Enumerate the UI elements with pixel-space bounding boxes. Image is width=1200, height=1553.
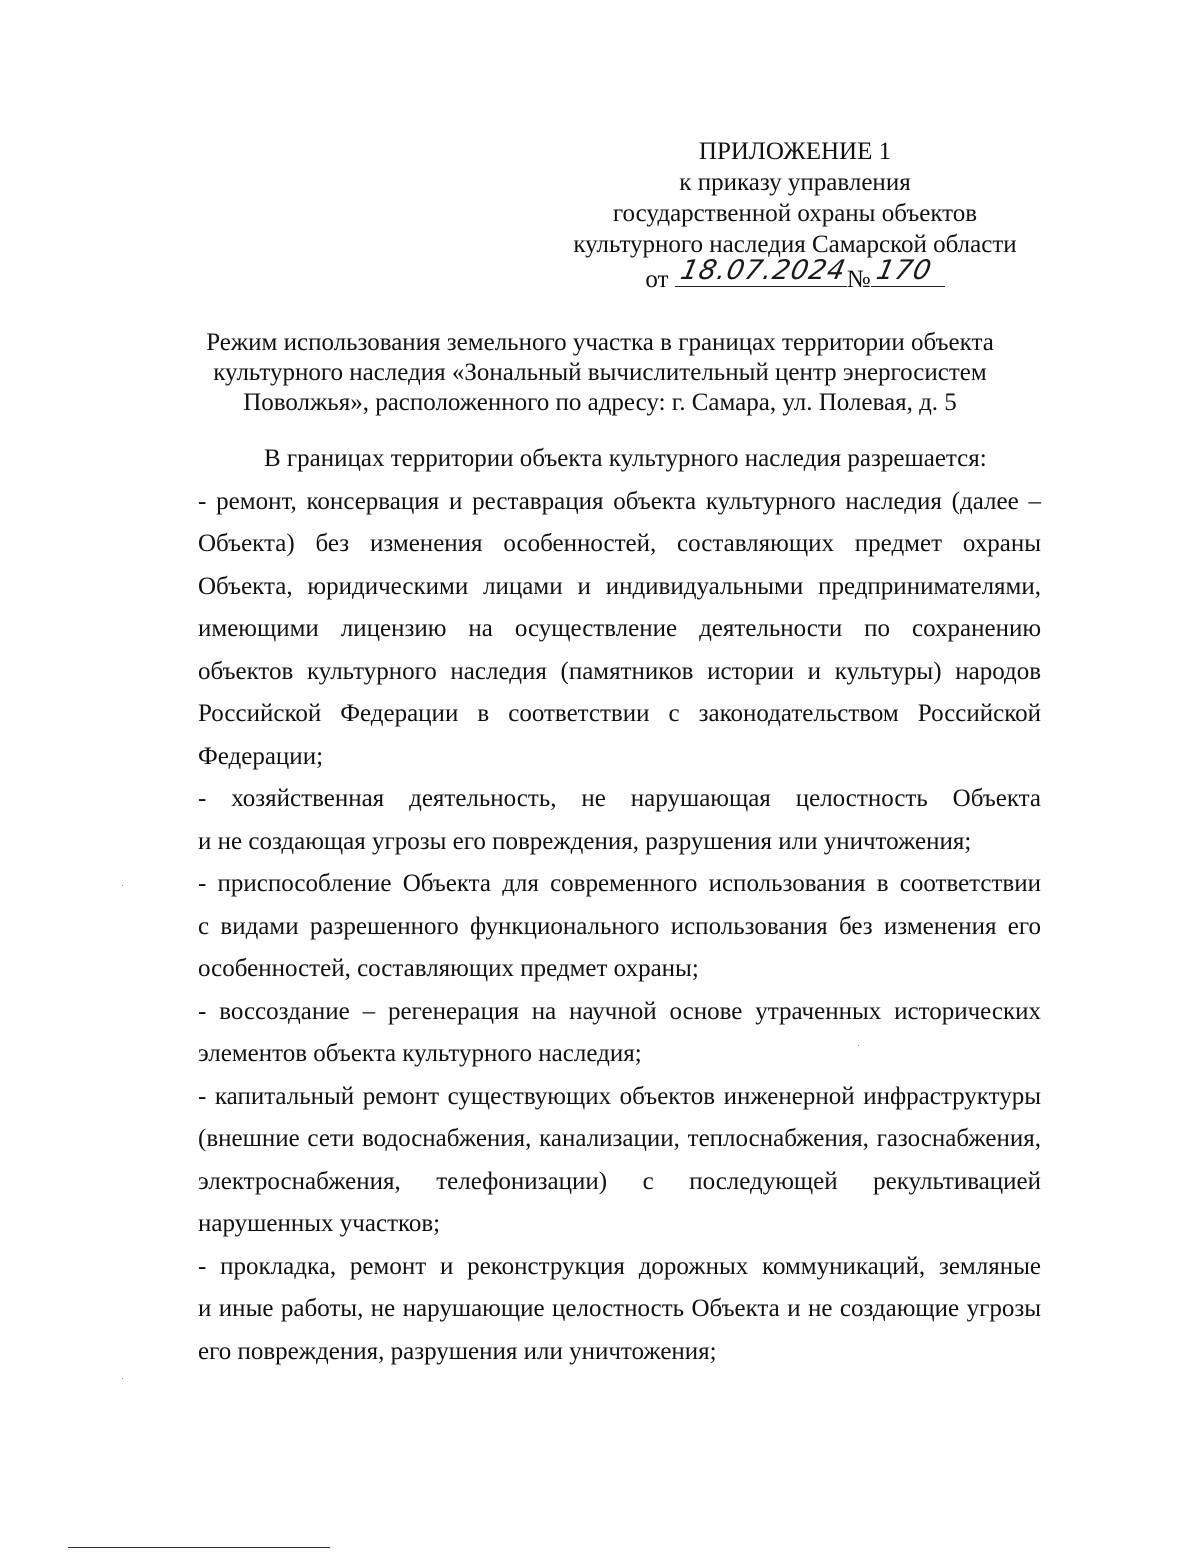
list-item-line: с видами разрешенного функционального использования без изменения его xyxy=(198,912,1041,940)
list-item xyxy=(198,778,1041,863)
list-item xyxy=(198,991,1041,1076)
number-label: № xyxy=(846,266,871,293)
appendix-line-3: культурного наследия Самарской области xyxy=(573,231,1017,258)
list-item-line: элементов объекта культурного наследия; xyxy=(198,1040,642,1067)
from-label: от xyxy=(645,266,669,293)
list-item-line: - приспособление Объекта для современного использования в соответствии xyxy=(198,870,1041,897)
list-item xyxy=(198,1076,1041,1246)
appendix-header xyxy=(560,136,1030,295)
list-item-line: имеющими лицензию на осуществление деятельности по сохранению xyxy=(198,615,1041,642)
list-item-line: и не создающая угрозы его повреждения, разрушения или уничтожения; xyxy=(198,827,972,855)
list-item-line: и иные работы, не нарушающие целостность Объекта и не создающие угрозы xyxy=(198,1295,1041,1322)
list-item-line: - капитальный ремонт существующих объектов инженерной инфраструктуры xyxy=(198,1082,1041,1110)
list-item-line: Федерации; xyxy=(198,742,324,770)
appendix-title: ПРИЛОЖЕНИЕ 1 xyxy=(698,138,892,165)
handwritten-date: 18.07.2024 xyxy=(677,255,849,286)
number-blank xyxy=(871,255,945,287)
list-item-line: - прокладка, ремонт и реконструкция дорожных коммуникаций, земляные xyxy=(198,1252,1041,1280)
list-item-line: (внешние сети водоснабжения, канализации, теплоснабжения, газоснабжения, xyxy=(198,1125,1041,1152)
scan-speck xyxy=(122,885,123,886)
appendix-line-1: к приказу управления xyxy=(679,169,911,196)
document-body xyxy=(198,438,1041,1373)
list-item-line: электроснабжения, телефонизации) с последующей рекультивацией xyxy=(198,1167,1041,1195)
date-blank xyxy=(675,255,849,287)
list-item-line: особенностей, составляющих предмет охраны; xyxy=(198,955,699,982)
list-item-line: Объекта, юридическими лицами и индивидуальными предпринимателями, xyxy=(198,572,1041,600)
list-item xyxy=(198,1246,1041,1374)
title-line-3: Поволжья», расположенного по адресу: г. Самара, ул. Полевая, д. 5 xyxy=(243,389,957,416)
appendix-line-2: государственной охраны объектов xyxy=(612,200,978,227)
title-line-2: культурного наследия «Зональный вычислительный центр энергосистем xyxy=(213,359,987,386)
list-item-line: нарушенных участков; xyxy=(198,1210,441,1237)
scan-speck xyxy=(122,1378,123,1379)
list-item xyxy=(198,863,1041,991)
footnote-rule xyxy=(68,1547,330,1548)
list-item-line: - воссоздание – регенерация на научной основе утраченных исторических xyxy=(198,997,1041,1025)
handwritten-number: 170 xyxy=(873,255,935,286)
list-item-line: Объекта) без изменения особенностей, составляющих предмет охраны xyxy=(198,530,1041,557)
document-title xyxy=(170,328,1030,418)
title-line-1: Режим использования земельного участка в границах территории объекта xyxy=(206,329,994,356)
list-item-line: его повреждения, разрушения или уничтожения; xyxy=(198,1337,717,1365)
order-date-number-line xyxy=(560,255,1030,295)
list-item xyxy=(198,481,1041,779)
list-item-line: - ремонт, консервация и реставрация объекта культурного наследия (далее – xyxy=(198,487,1041,515)
list-item-line: - хозяйственная деятельность, не нарушающая целостность Объекта xyxy=(198,785,1041,812)
scan-speck xyxy=(858,1045,859,1046)
list-item-line: Российской Федерации в соответствии с законодательством Российской xyxy=(198,700,1041,727)
list-item-line: объектов культурного наследия (памятников истории и культуры) народов xyxy=(198,657,1041,685)
intro-paragraph: В границах территории объекта культурного наследия разрешается: xyxy=(264,445,987,472)
